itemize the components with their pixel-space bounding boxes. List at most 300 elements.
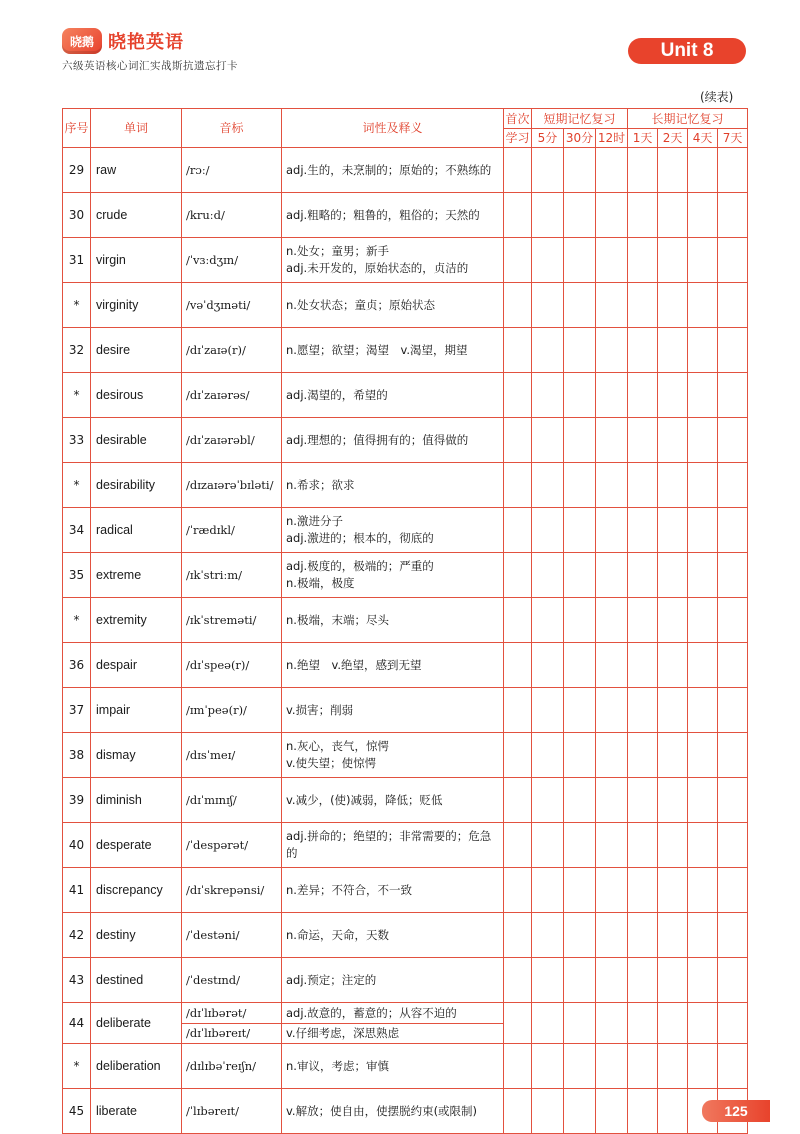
row-word: diminish <box>91 778 182 823</box>
table-row <box>63 283 748 328</box>
review-checkbox-short-12h[interactable] <box>596 373 628 418</box>
row-definition <box>282 913 504 958</box>
row-word: desirous <box>91 373 182 418</box>
row-word: desirable <box>91 418 182 463</box>
review-checkbox-short-5min[interactable] <box>532 238 564 283</box>
review-checkbox-long-2d[interactable] <box>658 553 688 598</box>
review-checkbox-long-2d[interactable] <box>658 463 688 508</box>
review-checkbox-short-12h[interactable] <box>596 823 628 868</box>
row-index: 45 <box>63 1089 91 1134</box>
review-checkbox-first[interactable] <box>504 418 532 463</box>
review-checkbox-long-2d[interactable] <box>658 688 688 733</box>
review-checkbox-first[interactable] <box>504 733 532 778</box>
review-checkbox-first[interactable] <box>504 823 532 868</box>
review-checkbox-long-7d[interactable] <box>718 373 748 418</box>
review-checkbox-long-4d[interactable] <box>688 598 718 643</box>
table-row <box>63 508 748 553</box>
review-checkbox-short-12h[interactable] <box>596 238 628 283</box>
review-checkbox-long-4d[interactable] <box>688 958 718 1003</box>
row-ipa: /dɪˈskrepənsi/ <box>182 868 282 913</box>
header-first-sub: 学习 <box>504 129 532 148</box>
row-index: * <box>63 283 91 328</box>
review-checkbox-short-5min[interactable] <box>532 463 564 508</box>
review-checkbox-long-2d[interactable] <box>658 418 688 463</box>
review-checkbox-long-2d[interactable] <box>658 598 688 643</box>
review-checkbox-long-4d[interactable] <box>688 733 718 778</box>
review-checkbox-short-12h[interactable] <box>596 463 628 508</box>
review-checkbox-first[interactable] <box>504 1089 532 1134</box>
review-checkbox-short-12h[interactable] <box>596 508 628 553</box>
review-checkbox-long-1d[interactable] <box>628 373 658 418</box>
row-ipa: /ˈdestɪnd/ <box>182 958 282 1003</box>
review-checkbox-long-1d[interactable] <box>628 823 658 868</box>
review-checkbox-short-5min[interactable] <box>532 193 564 238</box>
review-checkbox-long-4d[interactable] <box>688 283 718 328</box>
review-checkbox-long-7d[interactable] <box>718 598 748 643</box>
review-checkbox-first[interactable] <box>504 463 532 508</box>
row-def-1: adj.预定；注定的 <box>286 972 377 987</box>
row-word: destined <box>91 958 182 1003</box>
review-checkbox-short-30min[interactable] <box>564 688 596 733</box>
review-checkbox-short-12h[interactable] <box>596 868 628 913</box>
vocab-table <box>62 108 748 1134</box>
row-index: 32 <box>63 328 91 373</box>
table-row <box>63 733 748 778</box>
row-definition <box>282 733 504 778</box>
row-def-1: adj.故意的，蓄意的；从容不迫的 <box>282 1004 503 1024</box>
row-def-1: n.极端，末端；尽头 <box>286 612 389 627</box>
review-checkbox-long-7d[interactable] <box>718 868 748 913</box>
table-row <box>63 913 748 958</box>
review-checkbox-short-30min[interactable] <box>564 733 596 778</box>
row-ipa <box>182 1003 282 1044</box>
review-checkbox-long-7d[interactable] <box>718 733 748 778</box>
header-short-30min: 30分 <box>564 129 596 148</box>
review-checkbox-short-12h[interactable] <box>596 958 628 1003</box>
row-definition <box>282 193 504 238</box>
row-index: 35 <box>63 553 91 598</box>
header-long-4d: 4天 <box>688 129 718 148</box>
row-definition <box>282 958 504 1003</box>
row-ipa: /ˈvɜːdʒɪn/ <box>182 238 282 283</box>
row-def-1: v.解放；使自由，使摆脱约束(或限制) <box>286 1103 478 1118</box>
review-checkbox-short-30min[interactable] <box>564 553 596 598</box>
review-checkbox-long-4d[interactable] <box>688 238 718 283</box>
review-checkbox-long-1d[interactable] <box>628 598 658 643</box>
row-index: * <box>63 598 91 643</box>
header-ipa: 音标 <box>182 109 282 148</box>
review-checkbox-first[interactable] <box>504 148 532 193</box>
review-checkbox-short-5min[interactable] <box>532 328 564 373</box>
review-checkbox-short-5min[interactable] <box>532 778 564 823</box>
review-checkbox-first[interactable] <box>504 913 532 958</box>
review-checkbox-long-7d[interactable] <box>718 1003 748 1044</box>
book-subtitle: 六级英语核心词汇实战斯抗遗忘打卡 <box>62 60 238 72</box>
review-checkbox-short-5min[interactable] <box>532 1003 564 1044</box>
review-checkbox-long-7d[interactable] <box>718 823 748 868</box>
row-word: raw <box>91 148 182 193</box>
review-checkbox-first[interactable] <box>504 508 532 553</box>
review-checkbox-short-12h[interactable] <box>596 283 628 328</box>
row-definition <box>282 508 504 553</box>
row-index: * <box>63 463 91 508</box>
review-checkbox-long-4d[interactable] <box>688 778 718 823</box>
review-checkbox-first[interactable] <box>504 1044 532 1089</box>
row-word: extreme <box>91 553 182 598</box>
review-checkbox-long-7d[interactable] <box>718 508 748 553</box>
review-checkbox-short-30min[interactable] <box>564 778 596 823</box>
row-word: dismay <box>91 733 182 778</box>
row-ipa: /ɪkˈstriːm/ <box>182 553 282 598</box>
review-checkbox-short-12h[interactable] <box>596 643 628 688</box>
review-checkbox-long-7d[interactable] <box>718 283 748 328</box>
row-def-1: adj.生的，未烹制的；原始的；不熟练的 <box>286 162 492 177</box>
review-checkbox-short-12h[interactable] <box>596 778 628 823</box>
review-checkbox-first[interactable] <box>504 643 532 688</box>
review-checkbox-short-30min[interactable] <box>564 238 596 283</box>
row-definition <box>282 328 504 373</box>
review-checkbox-short-30min[interactable] <box>564 193 596 238</box>
review-checkbox-long-7d[interactable] <box>718 643 748 688</box>
row-word: liberate <box>91 1089 182 1134</box>
review-checkbox-long-4d[interactable] <box>688 553 718 598</box>
review-checkbox-long-7d[interactable] <box>718 913 748 958</box>
row-ipa: /ˈrædɪkl/ <box>182 508 282 553</box>
review-checkbox-long-4d[interactable] <box>688 823 718 868</box>
review-checkbox-short-5min[interactable] <box>532 913 564 958</box>
header-long-term: 长期记忆复习 <box>628 109 748 129</box>
row-def-2: v.仔细考虑，深思熟虑 <box>286 1025 400 1040</box>
review-checkbox-long-1d[interactable] <box>628 508 658 553</box>
table-row <box>63 1089 748 1134</box>
row-ipa-2: /dɪˈlɪbəreɪt/ <box>186 1025 251 1040</box>
row-ipa: /dɪˈzaɪə(r)/ <box>182 328 282 373</box>
review-checkbox-first[interactable] <box>504 328 532 373</box>
row-ipa: /dɪˈmɪnɪʃ/ <box>182 778 282 823</box>
row-definition <box>282 1003 504 1044</box>
row-def-2: v.使失望；使惊愕 <box>286 756 377 770</box>
review-checkbox-first[interactable] <box>504 373 532 418</box>
review-checkbox-long-1d[interactable] <box>628 958 658 1003</box>
review-checkbox-long-1d[interactable] <box>628 868 658 913</box>
review-checkbox-long-2d[interactable] <box>658 958 688 1003</box>
row-def-1: v.减少，(使)减弱，降低；贬低 <box>286 792 443 807</box>
row-index: 30 <box>63 193 91 238</box>
table-row <box>63 238 748 283</box>
table-row <box>63 598 748 643</box>
row-def-1: n.愿望；欲望；渴望 v.渴望，期望 <box>286 342 468 357</box>
table-row <box>63 778 748 823</box>
review-checkbox-long-1d[interactable] <box>628 418 658 463</box>
review-checkbox-long-1d[interactable] <box>628 283 658 328</box>
review-checkbox-long-4d[interactable] <box>688 148 718 193</box>
row-definition <box>282 688 504 733</box>
review-checkbox-long-1d[interactable] <box>628 193 658 238</box>
continued-label: (续表) <box>700 90 734 104</box>
row-word: desirability <box>91 463 182 508</box>
row-ipa: /ˈdespərət/ <box>182 823 282 868</box>
review-checkbox-long-7d[interactable] <box>718 778 748 823</box>
row-index: * <box>63 1044 91 1089</box>
review-checkbox-first[interactable] <box>504 598 532 643</box>
review-checkbox-long-2d[interactable] <box>658 823 688 868</box>
row-ipa: /vəˈdʒɪnəti/ <box>182 283 282 328</box>
table-row <box>63 328 748 373</box>
row-word: crude <box>91 193 182 238</box>
row-def-1: n.绝望 v.绝望，感到无望 <box>286 657 422 672</box>
review-checkbox-long-4d[interactable] <box>688 688 718 733</box>
review-checkbox-first[interactable] <box>504 868 532 913</box>
brand-name: 晓艳英语 <box>108 32 184 53</box>
review-checkbox-short-30min[interactable] <box>564 418 596 463</box>
review-checkbox-long-4d[interactable] <box>688 868 718 913</box>
review-checkbox-short-5min[interactable] <box>532 508 564 553</box>
review-checkbox-short-5min[interactable] <box>532 733 564 778</box>
review-checkbox-long-1d[interactable] <box>628 328 658 373</box>
header-definition: 词性及释义 <box>282 109 504 148</box>
table-row <box>63 1044 748 1089</box>
review-checkbox-long-7d[interactable] <box>718 463 748 508</box>
row-word: destiny <box>91 913 182 958</box>
row-def-1: adj.理想的；值得拥有的；值得做的 <box>286 432 469 447</box>
review-checkbox-short-30min[interactable] <box>564 598 596 643</box>
row-definition <box>282 643 504 688</box>
row-word: extremity <box>91 598 182 643</box>
row-definition <box>282 1044 504 1089</box>
review-checkbox-short-5min[interactable] <box>532 958 564 1003</box>
review-checkbox-short-30min[interactable] <box>564 148 596 193</box>
review-checkbox-long-4d[interactable] <box>688 193 718 238</box>
review-checkbox-long-7d[interactable] <box>718 238 748 283</box>
review-checkbox-short-30min[interactable] <box>564 868 596 913</box>
review-checkbox-long-7d[interactable] <box>718 1044 748 1089</box>
review-checkbox-long-1d[interactable] <box>628 913 658 958</box>
review-checkbox-long-1d[interactable] <box>628 238 658 283</box>
header-first: 首次 <box>504 109 532 129</box>
review-checkbox-long-7d[interactable] <box>718 328 748 373</box>
review-checkbox-short-30min[interactable] <box>564 328 596 373</box>
review-checkbox-long-1d[interactable] <box>628 778 658 823</box>
row-definition <box>282 373 504 418</box>
review-checkbox-long-2d[interactable] <box>658 508 688 553</box>
row-index: 43 <box>63 958 91 1003</box>
row-index: 39 <box>63 778 91 823</box>
review-checkbox-short-5min[interactable] <box>532 688 564 733</box>
header-long-2d: 2天 <box>658 129 688 148</box>
row-definition <box>282 148 504 193</box>
review-checkbox-long-7d[interactable] <box>718 553 748 598</box>
review-checkbox-first[interactable] <box>504 553 532 598</box>
review-checkbox-short-12h[interactable] <box>596 1089 628 1134</box>
review-checkbox-short-12h[interactable] <box>596 913 628 958</box>
review-checkbox-long-1d[interactable] <box>628 463 658 508</box>
review-checkbox-short-30min[interactable] <box>564 958 596 1003</box>
row-word: virginity <box>91 283 182 328</box>
row-ipa: /dɪsˈmeɪ/ <box>182 733 282 778</box>
review-checkbox-first[interactable] <box>504 238 532 283</box>
review-checkbox-long-7d[interactable] <box>718 958 748 1003</box>
row-definition <box>282 283 504 328</box>
row-word: despair <box>91 643 182 688</box>
review-checkbox-long-7d[interactable] <box>718 193 748 238</box>
review-checkbox-long-1d[interactable] <box>628 1089 658 1134</box>
row-def-1: n.激进分子 <box>286 514 343 528</box>
table-row <box>63 643 748 688</box>
review-checkbox-long-1d[interactable] <box>628 553 658 598</box>
review-checkbox-long-1d[interactable] <box>628 733 658 778</box>
review-checkbox-short-12h[interactable] <box>596 148 628 193</box>
review-checkbox-short-5min[interactable] <box>532 553 564 598</box>
review-checkbox-first[interactable] <box>504 958 532 1003</box>
review-checkbox-short-5min[interactable] <box>532 868 564 913</box>
row-index: * <box>63 373 91 418</box>
header-short-term: 短期记忆复习 <box>532 109 628 129</box>
review-checkbox-long-2d[interactable] <box>658 913 688 958</box>
review-checkbox-short-5min[interactable] <box>532 418 564 463</box>
review-checkbox-long-4d[interactable] <box>688 1044 718 1089</box>
row-def-1: n.灰心，丧气，惊愕 <box>286 739 389 753</box>
review-checkbox-short-30min[interactable] <box>564 913 596 958</box>
review-checkbox-short-12h[interactable] <box>596 1003 628 1044</box>
row-index: 34 <box>63 508 91 553</box>
table-row <box>63 1003 748 1044</box>
review-checkbox-short-30min[interactable] <box>564 1003 596 1044</box>
review-checkbox-long-2d[interactable] <box>658 193 688 238</box>
row-def-2: n.极端，极度 <box>286 576 355 590</box>
review-checkbox-long-2d[interactable] <box>658 1089 688 1134</box>
review-checkbox-long-4d[interactable] <box>688 328 718 373</box>
row-word: deliberation <box>91 1044 182 1089</box>
review-checkbox-short-5min[interactable] <box>532 643 564 688</box>
row-definition <box>282 868 504 913</box>
row-word: radical <box>91 508 182 553</box>
review-checkbox-first[interactable] <box>504 688 532 733</box>
review-checkbox-long-4d[interactable] <box>688 463 718 508</box>
review-checkbox-long-7d[interactable] <box>718 148 748 193</box>
review-checkbox-long-4d[interactable] <box>688 643 718 688</box>
table-row <box>63 553 748 598</box>
row-def-1: adj.极度的，极端的；严重的 <box>286 559 434 573</box>
review-checkbox-long-7d[interactable] <box>718 688 748 733</box>
row-def-1: n.处女状态；童贞；原始状态 <box>286 297 435 312</box>
row-word: discrepancy <box>91 868 182 913</box>
review-checkbox-first[interactable] <box>504 1003 532 1044</box>
review-checkbox-short-12h[interactable] <box>596 688 628 733</box>
row-word: desire <box>91 328 182 373</box>
table-row <box>63 193 748 238</box>
review-checkbox-long-4d[interactable] <box>688 508 718 553</box>
header-short-12h: 12时 <box>596 129 628 148</box>
review-checkbox-long-2d[interactable] <box>658 373 688 418</box>
review-checkbox-first[interactable] <box>504 193 532 238</box>
row-ipa: /dɪˈspeə(r)/ <box>182 643 282 688</box>
row-ipa: /kruːd/ <box>182 193 282 238</box>
review-checkbox-short-30min[interactable] <box>564 463 596 508</box>
review-checkbox-short-12h[interactable] <box>596 328 628 373</box>
review-checkbox-long-1d[interactable] <box>628 1003 658 1044</box>
row-ipa: /ɪkˈstreməti/ <box>182 598 282 643</box>
row-definition <box>282 463 504 508</box>
review-checkbox-short-12h[interactable] <box>596 733 628 778</box>
row-def-1: n.希求；欲求 <box>286 477 355 492</box>
review-checkbox-long-2d[interactable] <box>658 148 688 193</box>
review-checkbox-long-2d[interactable] <box>658 643 688 688</box>
row-index: 38 <box>63 733 91 778</box>
row-index: 36 <box>63 643 91 688</box>
review-checkbox-long-1d[interactable] <box>628 148 658 193</box>
review-checkbox-short-30min[interactable] <box>564 283 596 328</box>
row-def-1: n.命运，天命，天数 <box>286 927 389 942</box>
review-checkbox-short-12h[interactable] <box>596 193 628 238</box>
review-checkbox-long-7d[interactable] <box>718 418 748 463</box>
review-checkbox-short-12h[interactable] <box>596 553 628 598</box>
review-checkbox-long-2d[interactable] <box>658 283 688 328</box>
review-checkbox-short-5min[interactable] <box>532 373 564 418</box>
review-checkbox-long-4d[interactable] <box>688 1003 718 1044</box>
review-checkbox-long-2d[interactable] <box>658 868 688 913</box>
review-checkbox-first[interactable] <box>504 283 532 328</box>
review-checkbox-first[interactable] <box>504 778 532 823</box>
row-index: 44 <box>63 1003 91 1044</box>
review-checkbox-short-30min[interactable] <box>564 508 596 553</box>
review-checkbox-long-1d[interactable] <box>628 1044 658 1089</box>
table-row <box>63 823 748 868</box>
review-checkbox-long-4d[interactable] <box>688 373 718 418</box>
table-row <box>63 868 748 913</box>
review-checkbox-short-5min[interactable] <box>532 283 564 328</box>
row-definition <box>282 418 504 463</box>
review-checkbox-long-2d[interactable] <box>658 238 688 283</box>
review-checkbox-short-5min[interactable] <box>532 148 564 193</box>
row-index: 40 <box>63 823 91 868</box>
header-long-1d: 1天 <box>628 129 658 148</box>
review-checkbox-short-12h[interactable] <box>596 418 628 463</box>
review-checkbox-short-5min[interactable] <box>532 1044 564 1089</box>
logo-badge: 晓鹅 <box>62 28 102 54</box>
review-checkbox-short-30min[interactable] <box>564 823 596 868</box>
review-checkbox-short-30min[interactable] <box>564 1089 596 1134</box>
review-checkbox-long-2d[interactable] <box>658 733 688 778</box>
review-checkbox-long-4d[interactable] <box>688 913 718 958</box>
review-checkbox-short-30min[interactable] <box>564 373 596 418</box>
review-checkbox-short-5min[interactable] <box>532 598 564 643</box>
review-checkbox-short-5min[interactable] <box>532 1089 564 1134</box>
row-definition <box>282 238 504 283</box>
review-checkbox-long-1d[interactable] <box>628 643 658 688</box>
header-long-7d: 7天 <box>718 129 748 148</box>
review-checkbox-short-30min[interactable] <box>564 643 596 688</box>
review-checkbox-long-2d[interactable] <box>658 328 688 373</box>
review-checkbox-long-2d[interactable] <box>658 1003 688 1044</box>
review-checkbox-short-12h[interactable] <box>596 1044 628 1089</box>
review-checkbox-short-30min[interactable] <box>564 1044 596 1089</box>
review-checkbox-long-4d[interactable] <box>688 418 718 463</box>
row-index: 29 <box>63 148 91 193</box>
row-def-1: n.差异；不符合，不一致 <box>286 882 412 897</box>
review-checkbox-long-2d[interactable] <box>658 778 688 823</box>
table-row <box>63 463 748 508</box>
table-row <box>63 688 748 733</box>
row-def-1: n.处女；童男；新手 <box>286 244 389 258</box>
header-word: 单词 <box>91 109 182 148</box>
review-checkbox-short-12h[interactable] <box>596 598 628 643</box>
row-def-1: v.损害；削弱 <box>286 702 354 717</box>
review-checkbox-short-5min[interactable] <box>532 823 564 868</box>
review-checkbox-long-2d[interactable] <box>658 1044 688 1089</box>
row-def-2: adj.激进的；根本的，彻底的 <box>286 531 434 545</box>
row-index: 41 <box>63 868 91 913</box>
review-checkbox-long-1d[interactable] <box>628 688 658 733</box>
